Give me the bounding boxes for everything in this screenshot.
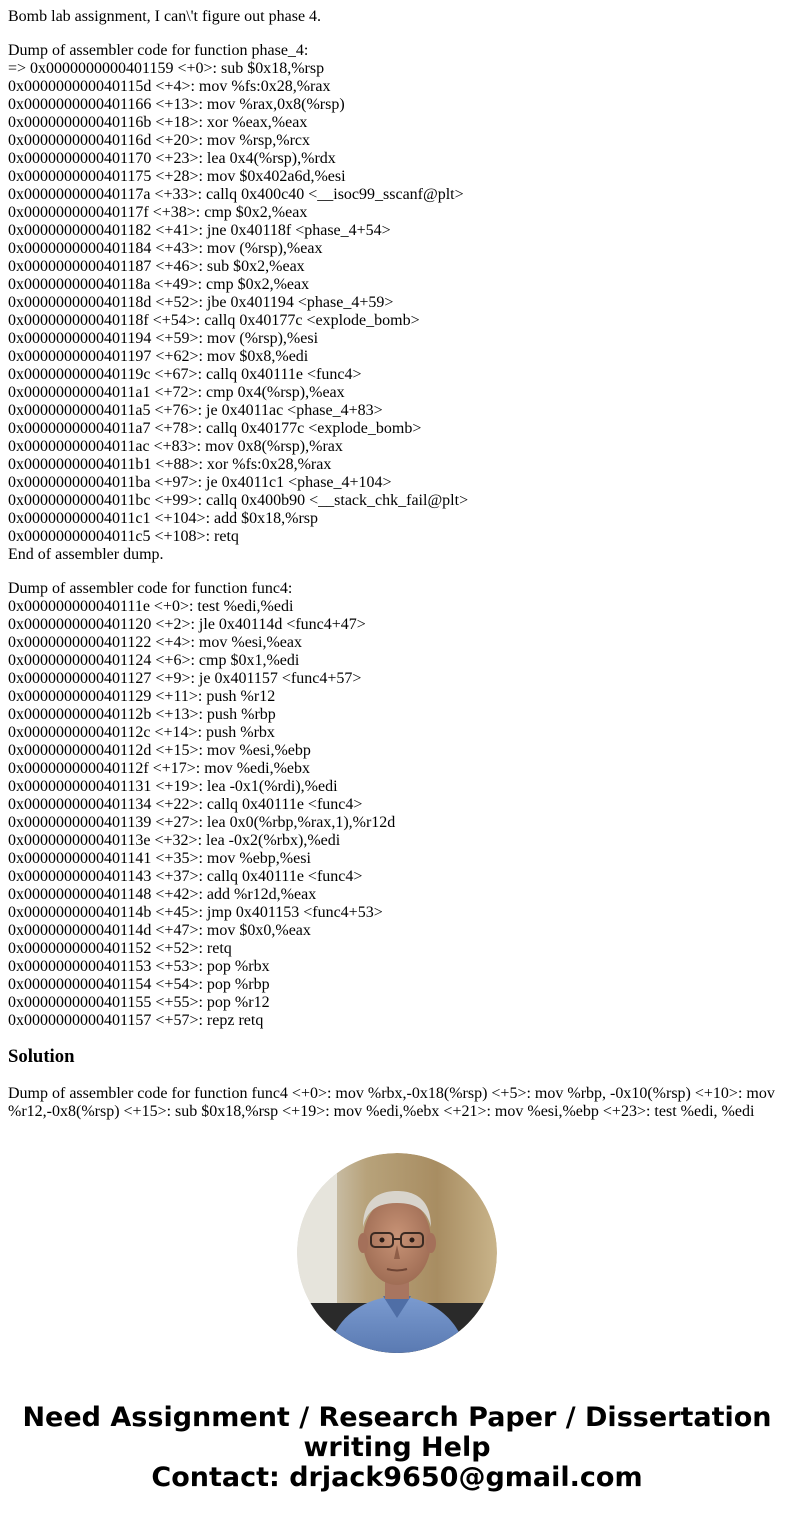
assembler-line: Dump of assembler code for function func4:: [8, 580, 293, 597]
phase4-assembler-dump: [8, 42, 786, 564]
assembler-line: 0x00000000004011a5 <+76>: je 0x4011ac <phase_4+83>: [8, 402, 383, 419]
assembler-line: 0x000000000040112f <+17>: mov %edi,%ebx: [8, 760, 310, 777]
promo-banner: [0, 1403, 794, 1493]
assembler-line: 0x0000000000401120 <+2>: jle 0x40114d <func4+47>: [8, 616, 366, 633]
solution-heading: Solution: [8, 1046, 75, 1067]
assembler-line: 0x0000000000401184 <+43>: mov (%rsp),%eax: [8, 240, 323, 257]
assembler-line: 0x0000000000401187 <+46>: sub $0x2,%eax: [8, 258, 305, 275]
assembler-line: 0x000000000040113e <+32>: lea -0x2(%rbx),%edi: [8, 832, 341, 849]
assembler-line: => 0x0000000000401159 <+0>: sub $0x18,%rsp: [8, 60, 325, 77]
assembler-line: 0x0000000000401131 <+19>: lea -0x1(%rdi),%edi: [8, 778, 338, 795]
promo-line-2: writing Help: [303, 1432, 491, 1463]
assembler-line: 0x000000000040118a <+49>: cmp $0x2,%eax: [8, 276, 310, 293]
assembler-line: 0x0000000000401197 <+62>: mov $0x8,%edi: [8, 348, 309, 365]
question-title: Bomb lab assignment, I can\'t figure out phase 4.: [8, 8, 322, 25]
assembler-line: 0x0000000000401122 <+4>: mov %esi,%eax: [8, 634, 302, 651]
assembler-line: 0x0000000000401155 <+55>: pop %r12: [8, 994, 270, 1011]
author-avatar: [297, 1153, 497, 1353]
person-photo-avatar-icon: [297, 1153, 497, 1353]
assembler-line: 0x000000000040112c <+14>: push %rbx: [8, 724, 275, 741]
assembler-line: 0x0000000000401170 <+23>: lea 0x4(%rsp),%rdx: [8, 150, 336, 167]
assembler-line: 0x000000000040114b <+45>: jmp 0x401153 <func4+53>: [8, 904, 383, 921]
assembler-line: 0x0000000000401134 <+22>: callq 0x40111e <func4>: [8, 796, 363, 813]
assembler-line: 0x00000000004011a7 <+78>: callq 0x40177c <explode_bomb>: [8, 420, 422, 437]
assembler-line: 0x000000000040119c <+67>: callq 0x40111e <func4>: [8, 366, 362, 383]
assembler-line: End of assembler dump.: [8, 546, 164, 563]
promo-contact: Contact: drjack9650@gmail.com: [151, 1462, 643, 1493]
assembler-line: 0x0000000000401154 <+54>: pop %rbp: [8, 976, 270, 993]
assembler-line: 0x000000000040114d <+47>: mov $0x0,%eax: [8, 922, 311, 939]
assembler-line: 0x000000000040116b <+18>: xor %eax,%eax: [8, 114, 308, 131]
assembler-line: 0x00000000004011ba <+97>: je 0x4011c1 <phase_4+104>: [8, 474, 392, 491]
assembler-line: 0x0000000000401127 <+9>: je 0x401157 <func4+57>: [8, 670, 362, 687]
assembler-line: 0x000000000040111e <+0>: test %edi,%edi: [8, 598, 294, 615]
assembler-line: 0x0000000000401182 <+41>: jne 0x40118f <phase_4+54>: [8, 222, 391, 239]
assembler-line: 0x0000000000401194 <+59>: mov (%rsp),%esi: [8, 330, 319, 347]
assembler-line: 0x0000000000401148 <+42>: add %r12d,%eax: [8, 886, 317, 903]
assembler-line: 0x0000000000401143 <+37>: callq 0x40111e <func4>: [8, 868, 363, 885]
assembler-line: 0x000000000040116d <+20>: mov %rsp,%rcx: [8, 132, 311, 149]
assembler-line: 0x000000000040118f <+54>: callq 0x40177c <explode_bomb>: [8, 312, 420, 329]
assembler-line: 0x0000000000401141 <+35>: mov %ebp,%esi: [8, 850, 311, 867]
assembler-line: 0x0000000000401153 <+53>: pop %rbx: [8, 958, 270, 975]
assembler-line: 0x0000000000401152 <+52>: retq: [8, 940, 232, 957]
assembler-line: 0x0000000000401157 <+57>: repz retq: [8, 1012, 264, 1029]
promo-line-1: Need Assignment / Research Paper / Dissertation: [22, 1402, 772, 1433]
assembler-line: 0x000000000040117f <+38>: cmp $0x2,%eax: [8, 204, 308, 221]
assembler-line: 0x000000000040115d <+4>: mov %fs:0x28,%rax: [8, 78, 331, 95]
assembler-line: 0x0000000000401124 <+6>: cmp $0x1,%edi: [8, 652, 300, 669]
assembler-line: Dump of assembler code for function phase_4:: [8, 42, 309, 59]
assembler-line: 0x000000000040112d <+15>: mov %esi,%ebp: [8, 742, 311, 759]
assembler-line: 0x0000000000401175 <+28>: mov $0x402a6d,%esi: [8, 168, 346, 185]
solution-text: Dump of assembler code for function func4 <+0>: mov %rbx,-0x18(%rsp) <+5>: mov %rbp, -0x10(%rsp) <+10>: mov %r12,-0x8(%rsp) <+15>: sub $0x18,%rsp <+19>: mov %edi,%ebx <+21>: mov %esi,%ebp <+23>: test %edi, %edi: [8, 1085, 775, 1120]
assembler-line: 0x00000000004011c1 <+104>: add $0x18,%rsp: [8, 510, 319, 527]
assembler-line: 0x000000000040118d <+52>: jbe 0x401194 <phase_4+59>: [8, 294, 394, 311]
assembler-line: 0x00000000004011c5 <+108>: retq: [8, 528, 239, 545]
assembler-line: 0x00000000004011bc <+99>: callq 0x400b90 <__stack_chk_fail@plt>: [8, 492, 469, 509]
func4-assembler-dump: [8, 580, 786, 1030]
assembler-line: 0x00000000004011a1 <+72>: cmp 0x4(%rsp),%eax: [8, 384, 345, 401]
assembler-line: 0x000000000040112b <+13>: push %rbp: [8, 706, 276, 723]
assembler-line: 0x000000000040117a <+33>: callq 0x400c40 <__isoc99_sscanf@plt>: [8, 186, 464, 203]
assembler-line: 0x00000000004011ac <+83>: mov 0x8(%rsp),%rax: [8, 438, 343, 455]
assembler-line: 0x0000000000401166 <+13>: mov %rax,0x8(%rsp): [8, 96, 345, 113]
assembler-line: 0x0000000000401129 <+11>: push %r12: [8, 688, 276, 705]
assembler-line: 0x0000000000401139 <+27>: lea 0x0(%rbp,%rax,1),%r12d: [8, 814, 396, 831]
assembler-line: 0x00000000004011b1 <+88>: xor %fs:0x28,%rax: [8, 456, 332, 473]
